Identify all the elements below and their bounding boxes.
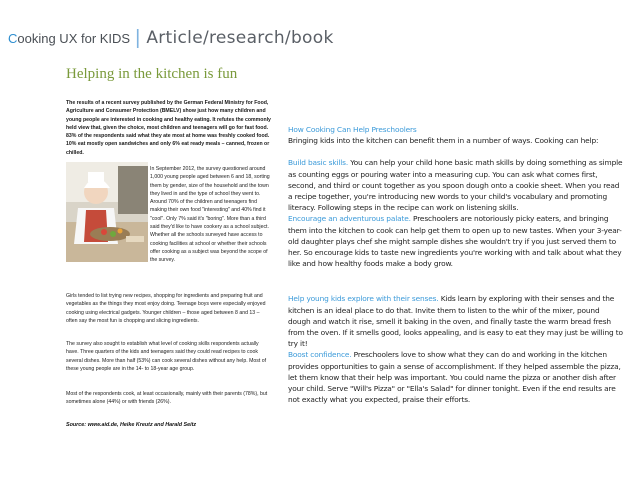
header-separator: | xyxy=(135,27,141,49)
child-cooking-photo xyxy=(66,162,148,262)
page-survey-text: In September 2012, the survey questioned around 1,000 young people aged between 6 and 18, sorting them by gender, size of the household and the town they lived in and the type of school they went to. Around 70% of the children and teenagers find making their own food "interesting" and 40% find it "cool". Only 7% said it's "boring". More than a third said they'd like to have cookery as a school subject. Whether all the schools surveyed have access to cooking facilities at school or whether their schools offer cooking as a subject was beyond the scope of the survey. xyxy=(150,166,270,264)
item-title: Build basic skills. xyxy=(288,158,349,168)
item-text: You can help your child hone basic math skills by doing something as simple as counting eggs or pouring water into a measuring cup. You can ask what comes first, second, and third or count together as you spoon dough onto a cookie sheet. When you read a recipe together, you're introducing new words to your child's vocabulary and promoting literacy. Following steps in the recipe can work on listening skills. xyxy=(288,158,623,213)
page-family-text: Most of the respondents cook, at least occasionally, mainly with their parents (78%), but sometimes alone (44%) or with friends (26%). xyxy=(66,391,268,406)
item-text: Preschoolers are notoriously picky eaters, and bringing them into the kitchen to cook can help get them to open up to new tastes. When your 3-year-old daughter plays chef she might sample dishes she wouldn't try if you just served them to her. So encourage kids to taste new ingredients you're working with and talk about what they like and how healthy foods make a body grow. xyxy=(288,214,622,269)
article-heading: How Cooking Can Help Preschoolers xyxy=(288,125,417,134)
article-item-boost-confidence xyxy=(288,349,624,405)
page-skills-text: The survey also sought to establish what level of cooking skills respondents actually have. Three quarters of the kids and teenagers said they could read recipes to cook several dishes. More than half (53%) can cook several dishes without any help. Most of these young people are in the 14- to 18-year age group. xyxy=(66,341,267,372)
page-title: Helping in the kitchen is fun xyxy=(66,66,238,82)
brand-title xyxy=(8,31,130,46)
brand-rest: ooking UX for KIDS xyxy=(17,30,131,46)
article-item-basic-skills xyxy=(288,157,624,213)
brand-first-letter: C xyxy=(8,30,18,46)
page-intro-text: The results of a recent survey published by the German Federal Ministry for Food, Agriculture and Consumer Protection (BMELV) show just how many children and young people are interested in cooking and healthy eating. It refutes the commonly held view that, given the choice, most children and teenagers will go for fast food. 83% of the respondents said what they ate most at home was freshly cooked food. 10% eat mostly open sandwiches and only 6% eat ready meals – canned, frozen or chilled. xyxy=(66,100,271,156)
item-title: Encourage an adventurous palate. xyxy=(288,214,411,224)
item-title: Boost confidence. xyxy=(288,350,352,360)
article-intro: Bringing kids into the kitchen can benefit them in a number of ways. Cooking can help: xyxy=(288,136,599,146)
article-item-explore-senses xyxy=(288,293,624,349)
page-source: Source: www.aid.de, Heike Kreutz and Harald Seitz xyxy=(66,422,197,428)
section-title: Article/research/book xyxy=(146,28,334,48)
article-item-adventurous-palate xyxy=(288,213,624,269)
scanned-article-page xyxy=(60,62,272,479)
slide-header xyxy=(8,26,334,50)
article-text-column xyxy=(288,124,624,405)
child-cooking-image xyxy=(66,162,148,262)
item-text: Preschoolers love to show what they can do and working in the kitchen provides opportunities to gain a sense of accomplishment. If they helped assemble the pizza, let them know that their help was important. You could name the pizza or another dish after your child. Serve "Will's Pizza" or "Ella's Salad" for dinner tonight. Even if the end results are not exactly what you expected, praise their efforts. xyxy=(288,350,621,405)
item-title: Help young kids explore with their senses. xyxy=(288,294,439,304)
page-girls-text: Girls tended to list trying new recipes, shopping for ingredients and preparing fruit and vegetables as the things they most enjoy doing. Teenage boys were especially enjoyed cooking using electrical gadgets. Younger children – those aged between 8 and 13 – often say the most fun is chopping and slicing ingredients. xyxy=(66,293,266,324)
item-text: Kids learn by exploring with their senses and the kitchen is an ideal place to do that. Invite them to listen to the whir of the mixer, pound dough and watch it rise, smell it baking in the oven, and finally taste the warm bread fresh from the oven. If it smells good, looks appealing, and is easy to eat they may just be willing to try it! xyxy=(288,294,623,349)
